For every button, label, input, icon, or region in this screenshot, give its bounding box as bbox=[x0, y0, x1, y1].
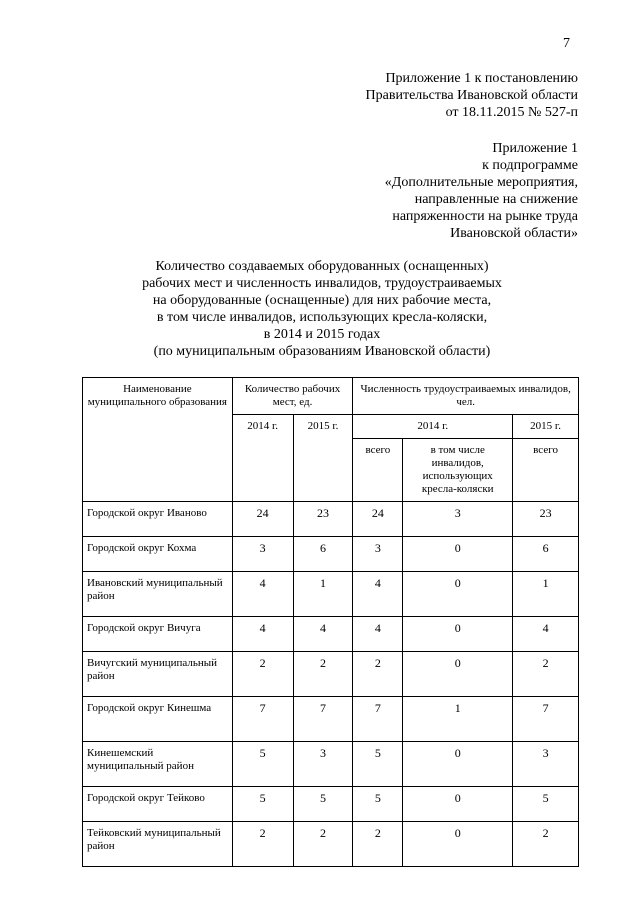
header-workplaces: Количество рабочих мест, ед. bbox=[232, 378, 353, 415]
appendix-line: к подпрограмме bbox=[482, 158, 578, 173]
table-row bbox=[83, 652, 579, 697]
cell-workplaces-2015: 7 bbox=[293, 697, 353, 742]
cell-workplaces-2014: 4 bbox=[232, 572, 293, 617]
cell-wheelchair-2014: 0 bbox=[403, 537, 513, 572]
header-employed-2015: 2015 г. bbox=[513, 415, 579, 439]
appendix-line: Приложение 1 bbox=[492, 141, 578, 156]
row-name: Городской округ Кохма bbox=[83, 537, 233, 572]
cell-employed-2015: 3 bbox=[513, 742, 579, 787]
table-row bbox=[83, 787, 579, 822]
cell-wheelchair-2014: 3 bbox=[403, 502, 513, 537]
table-row bbox=[83, 742, 579, 787]
cell-workplaces-2014: 5 bbox=[232, 787, 293, 822]
cell-employed-2015: 7 bbox=[513, 697, 579, 742]
cell-workplaces-2015: 23 bbox=[293, 502, 353, 537]
cell-wheelchair-2014: 1 bbox=[403, 697, 513, 742]
row-name: Тейковский муниципальный район bbox=[83, 822, 233, 867]
cell-wheelchair-2014: 0 bbox=[403, 652, 513, 697]
cell-workplaces-2015: 5 bbox=[293, 787, 353, 822]
row-name: Кинешемский муниципальный район bbox=[83, 742, 233, 787]
cell-workplaces-2015: 3 bbox=[293, 742, 353, 787]
title-line: рабочих мест и численность инвалидов, трудоустраиваемых bbox=[142, 276, 502, 291]
appendix-resolution bbox=[366, 70, 578, 121]
table-row bbox=[83, 502, 579, 537]
header-workplaces-2015: 2015 г. bbox=[293, 415, 353, 502]
page-number: 7 bbox=[563, 36, 570, 51]
row-name: Ивановский муниципальный район bbox=[83, 572, 233, 617]
cell-employed-2015: 4 bbox=[513, 617, 579, 652]
row-name: Городской округ Вичуга bbox=[83, 617, 233, 652]
appendix-line: напряженности на рынке труда bbox=[392, 209, 578, 224]
cell-employed-2014: 3 bbox=[353, 537, 403, 572]
cell-workplaces-2014: 5 bbox=[232, 742, 293, 787]
cell-employed-2015: 23 bbox=[513, 502, 579, 537]
title-line: Количество создаваемых оборудованных (оснащенных) bbox=[155, 259, 489, 274]
header-total-2015: всего bbox=[513, 439, 579, 502]
header-employed-2014: 2014 г. bbox=[353, 415, 513, 439]
appendix-line: направленные на снижение bbox=[414, 192, 578, 207]
cell-employed-2014: 4 bbox=[353, 617, 403, 652]
appendix-line: Правительства Ивановской области bbox=[365, 88, 578, 103]
cell-wheelchair-2014: 0 bbox=[403, 787, 513, 822]
title-line: в 2014 и 2015 годах bbox=[263, 327, 381, 342]
cell-employed-2014: 4 bbox=[353, 572, 403, 617]
cell-workplaces-2015: 6 bbox=[293, 537, 353, 572]
cell-employed-2015: 2 bbox=[513, 822, 579, 867]
table-row bbox=[83, 572, 579, 617]
title-line: (по муниципальным образованиям Ивановской области) bbox=[153, 344, 491, 359]
cell-employed-2014: 2 bbox=[353, 822, 403, 867]
cell-workplaces-2014: 2 bbox=[232, 652, 293, 697]
cell-workplaces-2014: 2 bbox=[232, 822, 293, 867]
table-row bbox=[83, 537, 579, 572]
title-line: на оборудованные (оснащенные) для них рабочие места, bbox=[152, 293, 492, 308]
cell-employed-2014: 5 bbox=[353, 787, 403, 822]
row-name: Вичугский муниципальный район bbox=[83, 652, 233, 697]
header-total-2014: всего bbox=[353, 439, 403, 502]
cell-wheelchair-2014: 0 bbox=[403, 617, 513, 652]
appendix-line: от 18.11.2015 № 527-п bbox=[445, 105, 578, 120]
data-table bbox=[82, 377, 579, 867]
cell-employed-2015: 6 bbox=[513, 537, 579, 572]
cell-wheelchair-2014: 0 bbox=[403, 822, 513, 867]
cell-workplaces-2015: 2 bbox=[293, 652, 353, 697]
header-employed: Численность трудоустраиваемых инвалидов, чел. bbox=[353, 378, 579, 415]
title-line: в том числе инвалидов, использующих кресла-коляски, bbox=[156, 310, 488, 325]
header-wheelchair-2014: в том числе инвалидов, использующих кресла-коляски bbox=[403, 439, 513, 502]
appendix-line: Ивановской области» bbox=[450, 226, 578, 241]
cell-workplaces-2015: 4 bbox=[293, 617, 353, 652]
cell-workplaces-2014: 3 bbox=[232, 537, 293, 572]
cell-employed-2014: 5 bbox=[353, 742, 403, 787]
appendix-subprogram bbox=[385, 140, 578, 242]
cell-employed-2015: 1 bbox=[513, 572, 579, 617]
table-row bbox=[83, 697, 579, 742]
cell-employed-2015: 2 bbox=[513, 652, 579, 697]
cell-workplaces-2015: 2 bbox=[293, 822, 353, 867]
table-row bbox=[83, 822, 579, 867]
appendix-line: «Дополнительные мероприятия, bbox=[384, 175, 578, 190]
cell-workplaces-2015: 1 bbox=[293, 572, 353, 617]
row-name: Городской округ Кинешма bbox=[83, 697, 233, 742]
cell-employed-2014: 24 bbox=[353, 502, 403, 537]
cell-employed-2014: 7 bbox=[353, 697, 403, 742]
appendix-line: Приложение 1 к постановлению bbox=[385, 71, 578, 86]
cell-wheelchair-2014: 0 bbox=[403, 572, 513, 617]
header-municipality: Наименование муниципального образования bbox=[83, 378, 233, 502]
document-title bbox=[82, 258, 562, 360]
cell-employed-2015: 5 bbox=[513, 787, 579, 822]
cell-employed-2014: 2 bbox=[353, 652, 403, 697]
cell-wheelchair-2014: 0 bbox=[403, 742, 513, 787]
header-workplaces-2014: 2014 г. bbox=[232, 415, 293, 502]
row-name: Городской округ Тейково bbox=[83, 787, 233, 822]
cell-workplaces-2014: 7 bbox=[232, 697, 293, 742]
cell-workplaces-2014: 24 bbox=[232, 502, 293, 537]
row-name: Городской округ Иваново bbox=[83, 502, 233, 537]
cell-workplaces-2014: 4 bbox=[232, 617, 293, 652]
table-row bbox=[83, 617, 579, 652]
